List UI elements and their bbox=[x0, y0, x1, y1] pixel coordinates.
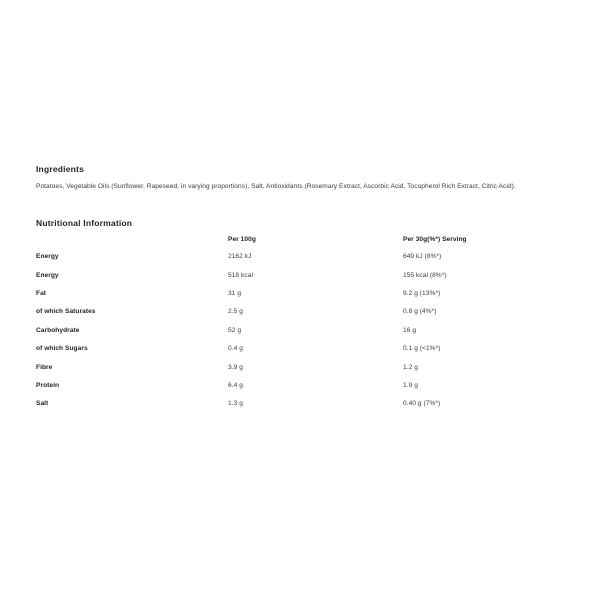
ingredients-heading: Ingredients bbox=[36, 164, 85, 174]
nutrition-table-body bbox=[36, 253, 566, 419]
row-value-per-100g: 0.4 g bbox=[228, 345, 243, 353]
row-label: Protein bbox=[36, 382, 60, 389]
column-header-nutrient bbox=[36, 236, 228, 253]
row-label: Fat bbox=[36, 289, 47, 297]
row-value-per-serving: 0.8 g (4%*) bbox=[403, 308, 437, 316]
row-value-per-serving: 16 g bbox=[403, 326, 417, 334]
row-label: Carbohydrate bbox=[36, 326, 80, 334]
column-header-per-serving: Per 30g(%*) Serving bbox=[403, 236, 467, 244]
row-value-per-serving: 155 kcal (8%*) bbox=[403, 271, 447, 279]
row-value-per-100g: 52 g bbox=[228, 326, 242, 334]
nutrition-table-header bbox=[36, 236, 566, 253]
row-value-per-100g: 1.3 g bbox=[228, 400, 243, 408]
nutritional-information-heading: Nutritional Information bbox=[36, 218, 133, 229]
row-value-per-serving: 0.1 g (<1%*) bbox=[403, 345, 441, 353]
row-value-per-serving: 649 kJ (8%*) bbox=[403, 253, 442, 261]
row-value-per-serving: 9.2 g (13%*) bbox=[403, 289, 441, 297]
row-label: Salt bbox=[36, 400, 49, 408]
column-header-per-100g: Per 100g bbox=[228, 236, 256, 244]
row-label: of which Sugars bbox=[36, 345, 88, 353]
table-row bbox=[36, 400, 566, 418]
row-value-per-100g: 3.9 g bbox=[228, 363, 243, 371]
row-value-per-100g: 518 kcal bbox=[228, 271, 253, 279]
table-row bbox=[36, 327, 566, 345]
row-value-per-serving: 1.9 g bbox=[403, 382, 418, 389]
row-label: of which Saturates bbox=[36, 308, 96, 316]
table-row bbox=[36, 253, 566, 271]
row-value-per-100g: 2162 kJ bbox=[228, 253, 252, 261]
content-area bbox=[36, 164, 566, 419]
ingredients-text: Potatoes, Vegetable Oils (Sunflower, Rapeseed, in varying proportions), Salt, Antioxidants (Rosemary Extract, Ascorbic Acid, Tocopherol Rich Extract, Citric Acid). bbox=[36, 183, 516, 191]
row-value-per-serving: 0.40 g (7%*) bbox=[403, 400, 441, 408]
row-label: Fibre bbox=[36, 363, 53, 371]
table-row bbox=[36, 272, 566, 290]
row-value-per-100g: 2.5 g bbox=[228, 308, 243, 316]
table-row bbox=[36, 290, 566, 308]
table-row bbox=[36, 382, 566, 400]
row-label: Energy bbox=[36, 271, 59, 279]
table-row bbox=[36, 345, 566, 363]
row-value-per-100g: 31 g bbox=[228, 289, 242, 297]
table-header-row bbox=[36, 236, 566, 253]
nutrition-table bbox=[36, 236, 566, 419]
table-row bbox=[36, 308, 566, 326]
row-value-per-serving: 1.2 g bbox=[403, 363, 418, 371]
row-label: Energy bbox=[36, 253, 59, 261]
row-value-per-100g: 6.4 g bbox=[228, 382, 243, 389]
table-row bbox=[36, 364, 566, 382]
